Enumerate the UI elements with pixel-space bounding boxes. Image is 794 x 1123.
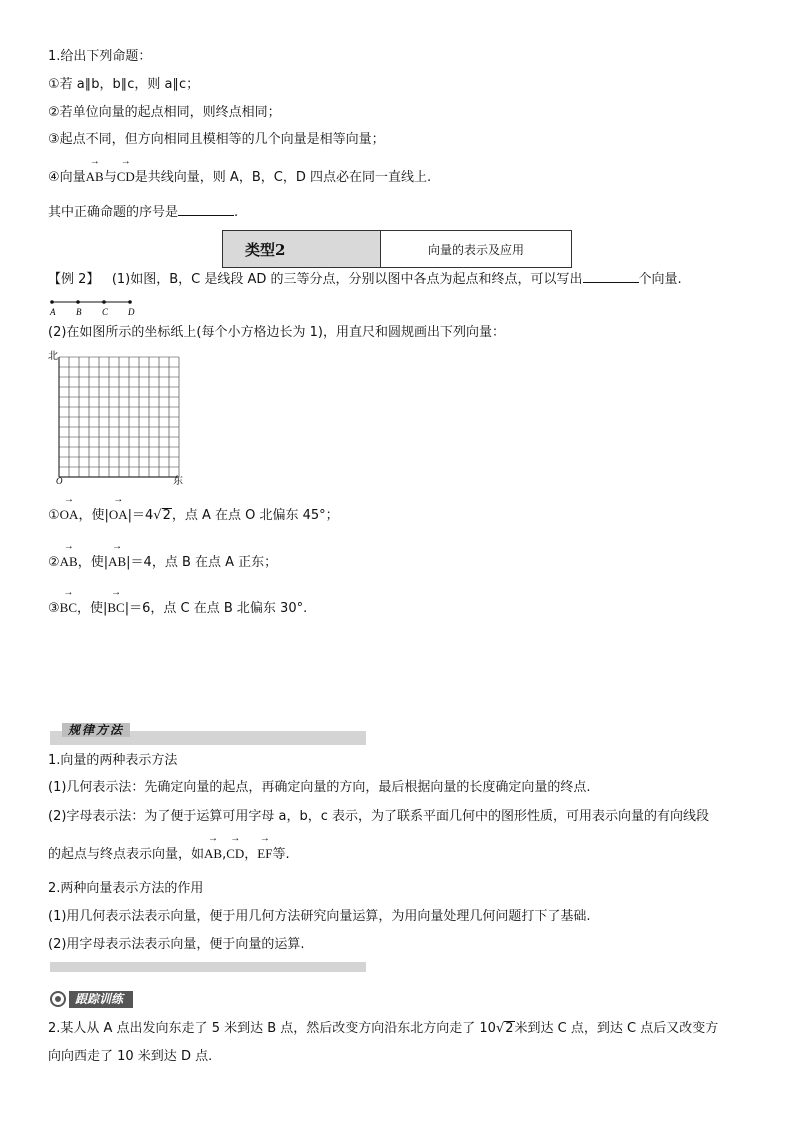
origin-label: O xyxy=(56,476,63,486)
q1-proposition-1: ①若 a∥b，b∥c，则 a∥c； xyxy=(48,77,200,92)
method-l3-post: 等. xyxy=(272,847,290,862)
point-c-dot xyxy=(102,300,106,304)
item-2-mid: ，使| xyxy=(77,555,109,570)
method-line-3: 的起点与终点表示向量，如→ AB,→ CD，→ EF等. xyxy=(48,845,290,864)
track-label: 跟踪训练 xyxy=(69,991,133,1008)
count-blank[interactable] xyxy=(583,270,639,283)
east-label: 东 xyxy=(173,476,183,487)
p4-mid: 与 xyxy=(103,170,117,185)
north-label: 北 xyxy=(48,351,58,362)
item-1 xyxy=(48,506,339,525)
track-line-1 xyxy=(48,1020,718,1038)
item-1-mark: ① xyxy=(48,508,60,523)
type-title: 向量的表示及应用 xyxy=(427,242,524,257)
track-banner xyxy=(50,990,146,1008)
item-2-mark: ② xyxy=(48,555,60,570)
q1-proposition-4 xyxy=(48,168,431,187)
vector-oa: → OA xyxy=(60,506,79,524)
vector-bc-abs: → BC xyxy=(107,599,124,617)
item-3-mark: ③ xyxy=(48,601,60,616)
item-2 xyxy=(48,553,277,572)
answer-blank[interactable] xyxy=(178,203,234,216)
method-heading-1: 1.向量的两种表示方法 xyxy=(48,753,178,768)
ex2-text1: (1)如图，B，C 是线段 AD 的三等分点，分别以图中各点为起点和终点，可以写出 xyxy=(111,272,583,287)
track-p1-pre: 2.某人从 A 点出发向东走了 5 米到达 B 点，然后改变方向沿东北方向走了 10 xyxy=(48,1021,496,1036)
vector-ab-3: → AB xyxy=(204,845,222,863)
example-2-part-1 xyxy=(48,270,682,289)
type-header xyxy=(222,230,572,268)
method-line-1: (1)几何表示法：先确定向量的起点，再确定向量的方向，最后根据向量的长度确定向量的终点. xyxy=(48,780,591,795)
item-1-post: ，点 A 在点 O 北偏东 45°； xyxy=(171,508,339,523)
type-tag: 类型2 xyxy=(223,231,381,267)
method-banner-label: 规律方法 xyxy=(62,723,130,737)
vector-ef: → EF xyxy=(257,845,272,863)
method-line-2: (2)字母表示法：为了便于运算可用字母 a，b，c 表示，为了联系平面几何中的图形性质，可用表示向量的有向线段 xyxy=(48,809,710,824)
method-end-bar xyxy=(50,962,366,972)
vector-bc: → BC xyxy=(60,599,77,617)
vector-ab-2: → AB xyxy=(60,553,78,571)
q1-title: 1.给出下列命题： xyxy=(48,49,152,64)
point-a-label: A xyxy=(50,307,56,317)
sqrt-sign: √ xyxy=(153,508,162,523)
ex2-text1-end: 个向量. xyxy=(638,272,682,287)
vector-oa-abs: → OA xyxy=(109,506,128,524)
vector-cd-2: → CD xyxy=(226,845,244,863)
item-3-post: |＝6，点 C 在点 B 北偏东 30°. xyxy=(124,601,308,616)
method-heading-2: 2.两种向量表示方法的作用 xyxy=(48,881,204,896)
method-line-5: (2)用字母表示法表示向量，便于向量的运算. xyxy=(48,937,305,952)
method-l3-pre: 的起点与终点表示向量，如 xyxy=(48,847,205,862)
segment-ad-figure xyxy=(48,296,138,318)
point-d-label: D xyxy=(128,307,135,317)
vector-cd: → CD xyxy=(117,168,135,186)
sqrt-radicand: 2 xyxy=(162,508,171,523)
q1-proposition-3: ③起点不同，但方向相同且模相等的几个向量是相等向量； xyxy=(48,132,385,147)
q1-proposition-2: ②若单位向量的起点相同，则终点相同； xyxy=(48,105,281,120)
vector-ab: → AB xyxy=(86,168,104,186)
q1-question xyxy=(48,203,238,222)
coordinate-grid xyxy=(46,350,191,494)
item-2-post: |＝4，点 B 在点 A 正东； xyxy=(126,555,278,570)
item-3 xyxy=(48,599,307,618)
track-line-2: 向向西走了 10 米到达 D 点. xyxy=(48,1049,213,1064)
point-b-dot xyxy=(76,300,80,304)
sqrt-sign-2: √ xyxy=(495,1021,505,1036)
example-2-part-2: (2)在如图所示的坐标纸上(每个小方格边长为 1)，用直尺和圆规画出下列向量： xyxy=(48,325,505,340)
point-a-dot xyxy=(50,300,54,304)
q1-ask: 其中正确命题的序号是 xyxy=(48,205,179,220)
sqrt-radicand-2: 2 xyxy=(505,1021,514,1036)
p4-suffix: 是共线向量，则 A，B，C，D 四点必在同一直线上. xyxy=(134,170,432,185)
item-3-mid: ，使| xyxy=(77,601,108,616)
q1-ask-end: . xyxy=(234,205,239,220)
item-1-mid: ，使| xyxy=(78,508,109,523)
grid-lines xyxy=(59,357,179,477)
target-icon xyxy=(50,991,66,1007)
example-lead: 【例 2】 xyxy=(48,272,100,287)
vector-ab-abs: → AB xyxy=(108,553,126,571)
point-d-dot xyxy=(128,300,132,304)
point-b-label: B xyxy=(76,307,82,317)
p4-prefix: ④向量 xyxy=(48,170,86,185)
point-c-label: C xyxy=(102,307,109,317)
item-1-eq: |＝4 xyxy=(127,508,154,523)
track-p1-post: 米到达 C 点，到达 C 点后又改变方 xyxy=(514,1021,719,1036)
grid-svg xyxy=(46,350,191,490)
method-line-4: (1)用几何表示法表示向量，便于用几何方法研究向量运算，为用向量处理几何问题打下了基础. xyxy=(48,909,591,924)
